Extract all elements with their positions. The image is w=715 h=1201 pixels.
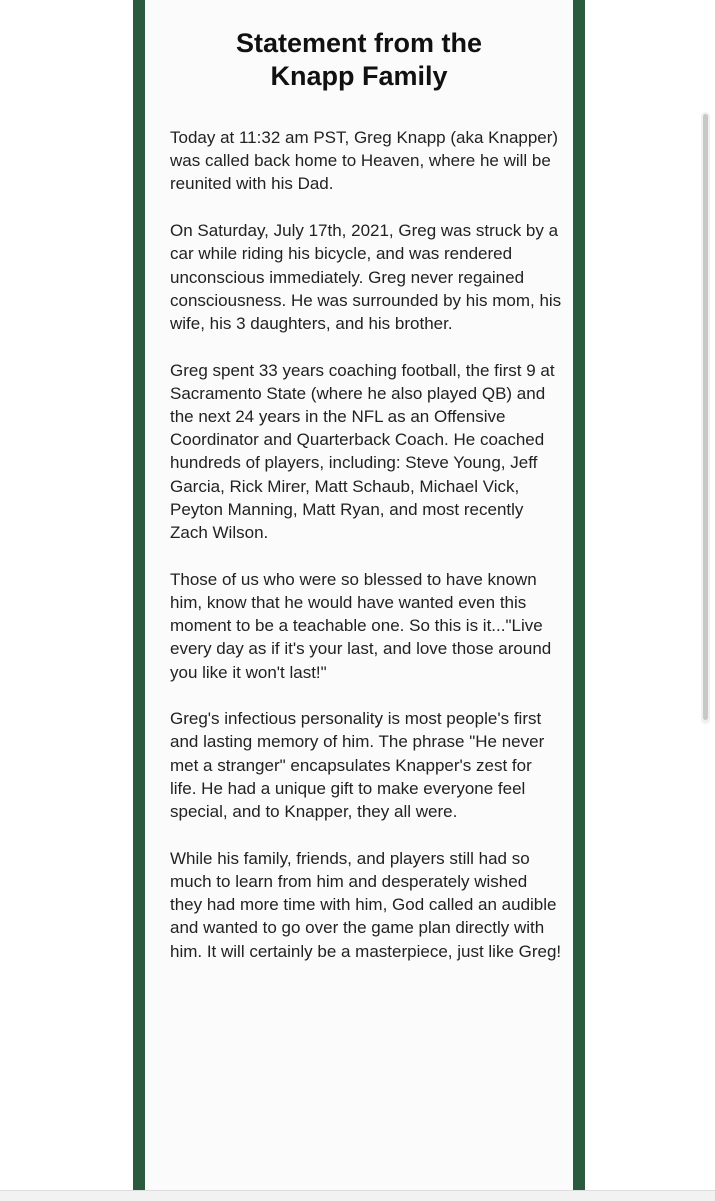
paragraph-2: On Saturday, July 17th, 2021, Greg was struck by a car while riding his bicycle, and was rendered unconscious immediately. Greg never regained consciousness. He was surrounded by his mom, his wife, his 3 daughters, and his brother. (170, 221, 562, 333)
statement-body (170, 126, 562, 986)
paragraph-5: Greg's infectious personality is most people's first and lasting memory of him. The phrase "He never met a stranger" encapsulates Knapper's zest for life. He had a unique gift to make everyone feel special, and to Knapper, they all were. (170, 709, 545, 822)
right-green-border (573, 0, 585, 1190)
statement-content (145, 0, 573, 1190)
paragraph-3: Greg spent 33 years coaching football, the first 9 at Sacramento State (where he also played QB) and the next 24 years in the NFL as an Offensive Coordinator and Quarterback Coach. He coached hundreds of players, including: Steve Young, Jeff Garcia, Rick Mirer, Matt Schaub, Michael Vick, Peyton Manning, Matt Ryan, and most recently Zach Wilson. (170, 360, 555, 543)
bottom-toolbar-edge (0, 1190, 715, 1201)
paragraph-1: Today at 11:32 am PST, Greg Knapp (aka Knapper) was called back home to Heaven, where he will be reunited with his Dad. (170, 128, 559, 194)
title-line-2: Knapp Family (270, 61, 448, 91)
title-line-1: Statement from the (235, 28, 483, 58)
scrollbar-thumb[interactable] (703, 114, 708, 720)
left-green-border (133, 0, 145, 1190)
paragraph-4: Those of us who were so blessed to have known him, know that he would have wanted even this moment to be a teachable one. So this is it..."Live every day as if it's your last, and love those around you like it won't last!" (170, 569, 552, 682)
page-title (145, 27, 573, 93)
paragraph-6: While his family, friends, and players still had so much to learn from him and desperately wished they had more time with him, God called an audible and wanted to go over the game plan directly with him. It will certainly be a masterpiece, just like Greg! (170, 848, 562, 961)
